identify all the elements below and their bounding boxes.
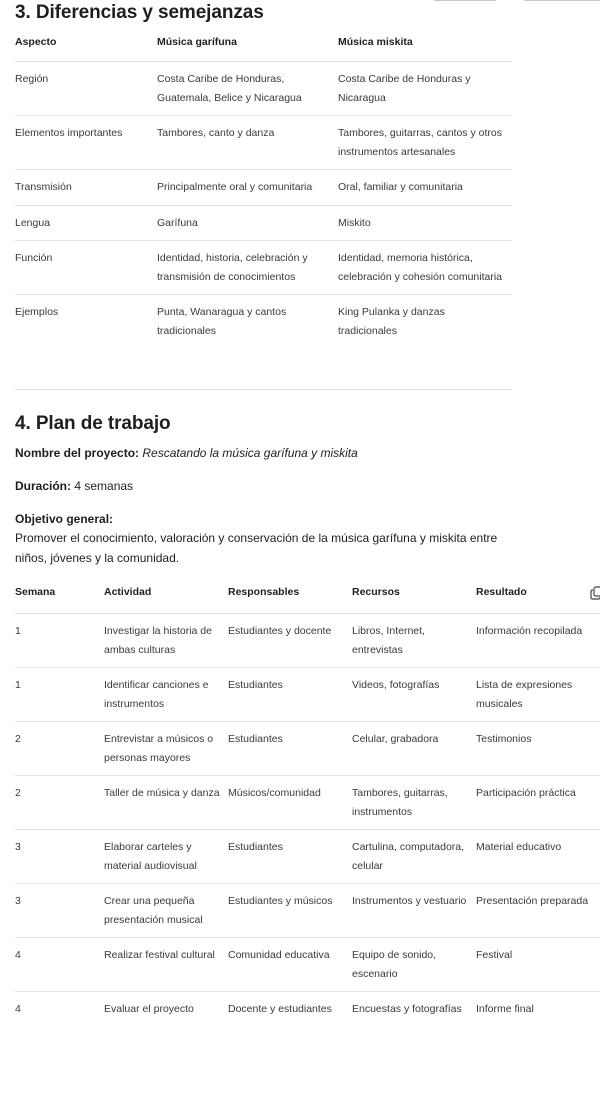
column-header: Música garífuna bbox=[157, 30, 338, 62]
table-row bbox=[15, 668, 600, 722]
table-cell: Costa Caribe de Honduras, Guatemala, Belice y Nicaragua bbox=[157, 62, 338, 116]
objective-text: Promover el conocimiento, valoración y conservación de la música garífuna y miskita entre niños, jóvenes y la comunidad. bbox=[15, 531, 498, 565]
table-cell: Festival bbox=[476, 938, 600, 992]
table-header-row bbox=[15, 578, 600, 614]
work-plan-table bbox=[15, 578, 600, 1027]
table-cell: Tambores, guitarras, instrumentos bbox=[352, 776, 476, 830]
table-cell: Comunidad educativa bbox=[228, 938, 352, 992]
project-value: Rescatando la música garífuna y miskita bbox=[142, 446, 358, 460]
project-name bbox=[15, 443, 358, 463]
table-cell: 2 bbox=[15, 722, 104, 776]
table-cell: 3 bbox=[15, 830, 104, 884]
table-cell: Encuestas y fotografías bbox=[352, 1003, 462, 1015]
table-cell: Tambores, guitarras, cantos y otros instrumentos artesanales bbox=[338, 116, 512, 170]
section-title: 3. Diferencias y semejanzas bbox=[15, 2, 264, 23]
table-cell: Identidad, historia, celebración y transmisión de conocimientos bbox=[157, 241, 338, 295]
section-title: 4. Plan de trabajo bbox=[15, 413, 171, 434]
table-cell: Estudiantes bbox=[228, 722, 352, 776]
table-cell: 1 bbox=[15, 614, 104, 668]
table-row bbox=[15, 992, 600, 1027]
table-cell: Miskito bbox=[338, 205, 512, 241]
column-header: Aspecto bbox=[15, 30, 157, 62]
column-header: Semana bbox=[15, 578, 104, 614]
table-cell: Estudiantes y docente bbox=[228, 614, 352, 668]
table-cell: Instrumentos y vestuario bbox=[352, 884, 476, 938]
table-cell: Región bbox=[15, 62, 157, 116]
table-row bbox=[15, 295, 512, 349]
table-cell: 4 bbox=[15, 938, 104, 992]
table-cell: Elaborar carteles y material audiovisual bbox=[104, 830, 228, 884]
table-cell: Investigar la historia de ambas culturas bbox=[104, 614, 228, 668]
table-cell: Estudiantes y músicos bbox=[228, 884, 352, 938]
table-cell: Participación práctica bbox=[476, 776, 600, 830]
table-cell: Músicos/comunidad bbox=[228, 776, 352, 830]
table-cell: Videos, fotografías bbox=[352, 668, 476, 722]
column-header: Resultado bbox=[476, 578, 600, 614]
table-cell: Libros, Internet, entrevistas bbox=[352, 614, 476, 668]
table-cell: Principalmente oral y comunitaria bbox=[157, 170, 338, 206]
scrolled-element-edge bbox=[434, 0, 496, 1]
table-cell: Docente y estudiantes bbox=[228, 1003, 332, 1015]
table-cell: Ejemplos bbox=[15, 306, 59, 318]
table-row bbox=[15, 938, 600, 992]
copy-icon[interactable] bbox=[590, 586, 600, 600]
column-header: Música miskita bbox=[338, 30, 512, 62]
objective-label: Objetivo general: bbox=[15, 512, 114, 526]
table-cell: Información recopilada bbox=[476, 614, 600, 668]
table-cell: 4 bbox=[15, 1003, 21, 1015]
table-row bbox=[15, 884, 600, 938]
table-row bbox=[15, 830, 600, 884]
table-cell: Identidad, memoria histórica, celebración y cohesión comunitaria bbox=[338, 241, 512, 295]
table-cell: Lengua bbox=[15, 205, 157, 241]
table-row bbox=[15, 170, 512, 206]
table-cell: King Pulanka y danzas tradicionales bbox=[338, 306, 445, 337]
section-divider bbox=[15, 389, 512, 390]
table-row bbox=[15, 116, 512, 170]
table-cell: Oral, familiar y comunitaria bbox=[338, 170, 512, 206]
project-duration bbox=[15, 476, 133, 496]
table-cell: Estudiantes bbox=[228, 668, 352, 722]
project-label: Nombre del proyecto: bbox=[15, 446, 140, 460]
table-cell: Función bbox=[15, 241, 157, 295]
table-cell: Equipo de sonido, escenario bbox=[352, 938, 476, 992]
duration-label: Duración: bbox=[15, 479, 72, 493]
table-cell: Transmisión bbox=[15, 170, 157, 206]
column-header: Responsables bbox=[228, 578, 352, 614]
duration-value: 4 semanas bbox=[74, 479, 134, 493]
table-cell: Entrevistar a músicos o personas mayores bbox=[104, 722, 228, 776]
table-row bbox=[15, 205, 512, 241]
column-header: Recursos bbox=[352, 578, 476, 614]
table-cell: Estudiantes bbox=[228, 830, 352, 884]
table-row bbox=[15, 776, 600, 830]
table-row bbox=[15, 722, 600, 776]
table-cell: Punta, Wanaragua y cantos tradicionales bbox=[157, 306, 287, 337]
table-cell: Costa Caribe de Honduras y Nicaragua bbox=[338, 62, 512, 116]
comparison-table bbox=[15, 30, 512, 348]
table-cell: 2 bbox=[15, 776, 104, 830]
table-header-row bbox=[15, 30, 512, 62]
table-cell: Evaluar el proyecto bbox=[104, 1003, 194, 1015]
table-cell: 1 bbox=[15, 668, 104, 722]
column-header: Actividad bbox=[104, 578, 228, 614]
table-cell: Realizar festival cultural bbox=[104, 938, 228, 992]
table-cell: Crear una pequeña presentación musical bbox=[104, 884, 228, 938]
table-row bbox=[15, 241, 512, 295]
table-cell: Material educativo bbox=[476, 830, 600, 884]
table-cell: Identificar canciones e instrumentos bbox=[104, 668, 228, 722]
table-cell: Celular, grabadora bbox=[352, 722, 476, 776]
table-row bbox=[15, 614, 600, 668]
table-cell: Garífuna bbox=[157, 205, 338, 241]
table-cell: Presentación preparada bbox=[476, 884, 600, 938]
table-cell: Testimonios bbox=[476, 722, 600, 776]
table-cell: Informe final bbox=[476, 1003, 534, 1015]
table-cell: Tambores, canto y danza bbox=[157, 116, 338, 170]
table-row bbox=[15, 62, 512, 116]
table-cell: Cartulina, computadora, celular bbox=[352, 830, 476, 884]
table-cell: 3 bbox=[15, 884, 104, 938]
scrolled-element-edge bbox=[524, 0, 600, 1]
table-cell: Elementos importantes bbox=[15, 116, 157, 170]
table-cell: Taller de música y danza bbox=[104, 776, 228, 830]
table-cell: Lista de expresiones musicales bbox=[476, 668, 600, 722]
